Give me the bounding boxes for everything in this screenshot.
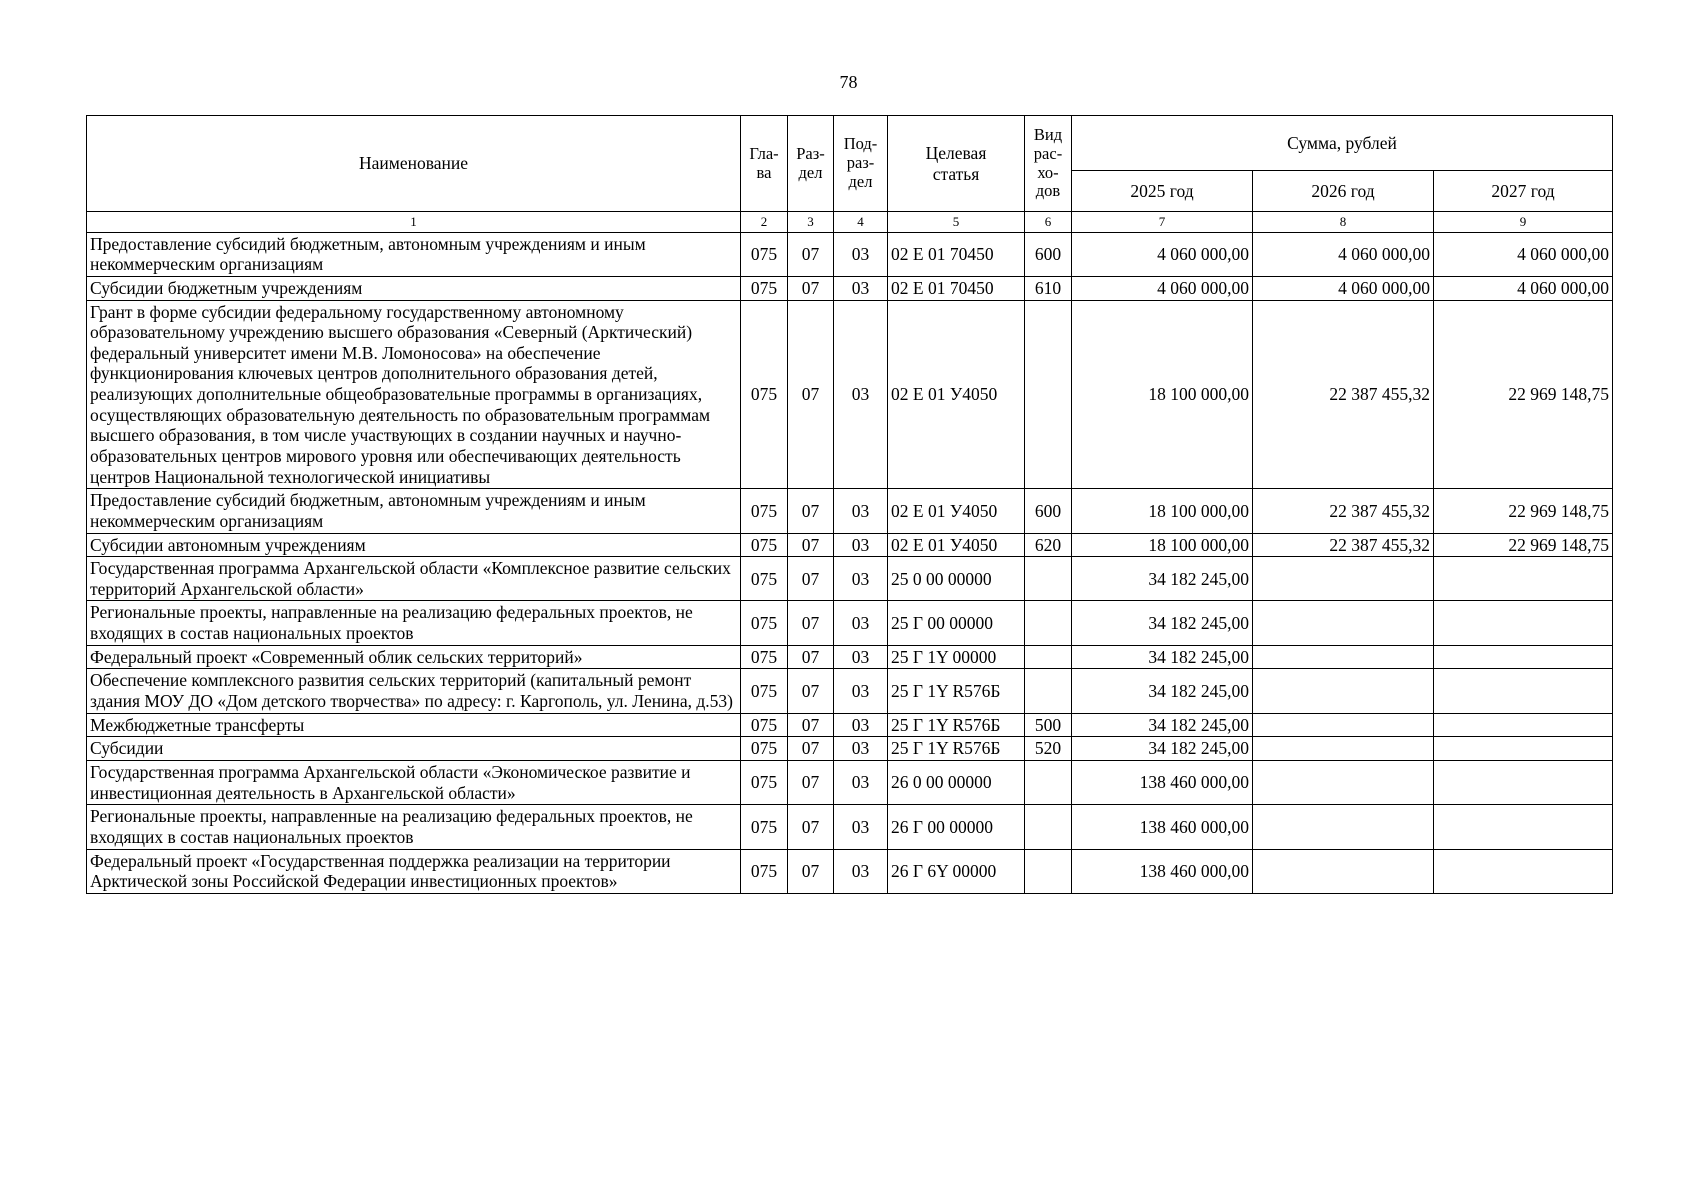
row-razdel: 07 bbox=[788, 601, 834, 645]
table-row bbox=[87, 760, 1613, 804]
row-sum-2025: 138 460 000,00 bbox=[1072, 805, 1253, 849]
row-sum-2027 bbox=[1434, 645, 1613, 669]
row-celevaya-statya: 26 0 00 00000 bbox=[888, 760, 1025, 804]
table-row bbox=[87, 601, 1613, 645]
row-razdel: 07 bbox=[788, 276, 834, 300]
column-number: 1 bbox=[87, 212, 741, 233]
header-summa: Сумма, рублей bbox=[1072, 116, 1613, 171]
row-celevaya-statya: 02 Е 01 У4050 bbox=[888, 533, 1025, 557]
row-vid-rashodov: 620 bbox=[1025, 533, 1072, 557]
row-podrazdel: 03 bbox=[834, 713, 888, 737]
row-sum-2025: 18 100 000,00 bbox=[1072, 489, 1253, 533]
row-sum-2027 bbox=[1434, 737, 1613, 761]
row-vid-rashodov bbox=[1025, 601, 1072, 645]
row-sum-2025: 138 460 000,00 bbox=[1072, 760, 1253, 804]
row-celevaya-statya: 02 Е 01 70450 bbox=[888, 276, 1025, 300]
row-celevaya-statya: 25 Г 1Y R576Б bbox=[888, 713, 1025, 737]
row-razdel: 07 bbox=[788, 645, 834, 669]
header-razdel: Раз- дел bbox=[788, 116, 834, 212]
column-number: 6 bbox=[1025, 212, 1072, 233]
row-name: Субсидии автономным учреждениям bbox=[87, 533, 741, 557]
header-glava: Гла- ва bbox=[741, 116, 788, 212]
row-celevaya-statya: 02 Е 01 У4050 bbox=[888, 489, 1025, 533]
row-podrazdel: 03 bbox=[834, 300, 888, 489]
header-row-top bbox=[87, 116, 1613, 171]
row-name: Государственная программа Архангельской области «Комплексное развитие сельских территорий Архангельской области» bbox=[87, 557, 741, 601]
row-vid-rashodov bbox=[1025, 300, 1072, 489]
row-sum-2027: 4 060 000,00 bbox=[1434, 232, 1613, 276]
column-number: 5 bbox=[888, 212, 1025, 233]
row-name: Региональные проекты, направленные на реализацию федеральных проектов, не входящих в состав национальных проектов bbox=[87, 805, 741, 849]
row-sum-2027 bbox=[1434, 557, 1613, 601]
row-celevaya-statya: 25 0 00 00000 bbox=[888, 557, 1025, 601]
row-sum-2026: 22 387 455,32 bbox=[1253, 300, 1434, 489]
row-sum-2027 bbox=[1434, 601, 1613, 645]
column-numbers-row bbox=[87, 212, 1613, 233]
row-razdel: 07 bbox=[788, 232, 834, 276]
row-glava: 075 bbox=[741, 300, 788, 489]
row-vid-rashodov: 520 bbox=[1025, 737, 1072, 761]
row-name: Федеральный проект «Государственная поддержка реализации на территории Арктической зоны Российской Федерации инвестиционных проектов» bbox=[87, 849, 741, 893]
page-number: 78 bbox=[839, 72, 858, 92]
row-sum-2027: 4 060 000,00 bbox=[1434, 276, 1613, 300]
row-sum-2027 bbox=[1434, 669, 1613, 713]
header-vid-rashodov: Вид рас- хо- дов bbox=[1025, 116, 1072, 212]
row-sum-2025: 34 182 245,00 bbox=[1072, 557, 1253, 601]
row-glava: 075 bbox=[741, 489, 788, 533]
row-name: Предоставление субсидий бюджетным, автономным учреждениям и иным некоммерческим организациям bbox=[87, 489, 741, 533]
column-number: 4 bbox=[834, 212, 888, 233]
row-razdel: 07 bbox=[788, 489, 834, 533]
row-vid-rashodov: 500 bbox=[1025, 713, 1072, 737]
header-celevaya-statya: Целевая статья bbox=[888, 116, 1025, 212]
header-name-label: Наименование bbox=[358, 153, 469, 174]
row-razdel: 07 bbox=[788, 849, 834, 893]
row-sum-2026 bbox=[1253, 557, 1434, 601]
row-name: Субсидии бюджетным учреждениям bbox=[87, 276, 741, 300]
row-podrazdel: 03 bbox=[834, 232, 888, 276]
row-razdel: 07 bbox=[788, 737, 834, 761]
row-sum-2025: 18 100 000,00 bbox=[1072, 533, 1253, 557]
row-sum-2026 bbox=[1253, 849, 1434, 893]
row-podrazdel: 03 bbox=[834, 760, 888, 804]
table-row bbox=[87, 645, 1613, 669]
row-sum-2025: 34 182 245,00 bbox=[1072, 669, 1253, 713]
row-sum-2026: 4 060 000,00 bbox=[1253, 232, 1434, 276]
row-glava: 075 bbox=[741, 276, 788, 300]
row-sum-2027 bbox=[1434, 805, 1613, 849]
header-year-2026: 2026 год bbox=[1253, 171, 1434, 212]
row-glava: 075 bbox=[741, 645, 788, 669]
row-vid-rashodov bbox=[1025, 557, 1072, 601]
row-podrazdel: 03 bbox=[834, 737, 888, 761]
row-sum-2026 bbox=[1253, 645, 1434, 669]
row-glava: 075 bbox=[741, 713, 788, 737]
row-sum-2025: 18 100 000,00 bbox=[1072, 300, 1253, 489]
row-glava: 075 bbox=[741, 557, 788, 601]
column-number: 3 bbox=[788, 212, 834, 233]
row-name: Региональные проекты, направленные на реализацию федеральных проектов, не входящих в состав национальных проектов bbox=[87, 601, 741, 645]
row-vid-rashodov: 610 bbox=[1025, 276, 1072, 300]
row-vid-rashodov: 600 bbox=[1025, 489, 1072, 533]
row-name: Грант в форме субсидии федеральному государственному автономному образовательному учреждению высшего образования «Северный (Арктический) федеральный университет имени М.В. Ломоносова» на обеспечение функционирования ключевых центров дополнительного образования детей, реализующих дополнительные общеобразовательные программы в организациях, осуществляющих образовательную деятельность по образовательным программам высшего образования, в том числе участвующих в создании научных и научно-образовательных центров мирового уровня или обеспечивающих деятельность центров Национальной технологической инициативы bbox=[87, 300, 741, 489]
table-row bbox=[87, 849, 1613, 893]
row-glava: 075 bbox=[741, 669, 788, 713]
row-celevaya-statya: 25 Г 00 00000 bbox=[888, 601, 1025, 645]
row-sum-2026: 4 060 000,00 bbox=[1253, 276, 1434, 300]
row-podrazdel: 03 bbox=[834, 645, 888, 669]
row-razdel: 07 bbox=[788, 300, 834, 489]
row-podrazdel: 03 bbox=[834, 669, 888, 713]
row-sum-2026 bbox=[1253, 601, 1434, 645]
table-row bbox=[87, 300, 1613, 489]
row-sum-2025: 4 060 000,00 bbox=[1072, 276, 1253, 300]
table-row bbox=[87, 232, 1613, 276]
row-sum-2025: 34 182 245,00 bbox=[1072, 645, 1253, 669]
table-row bbox=[87, 557, 1613, 601]
row-celevaya-statya: 02 Е 01 У4050 bbox=[888, 300, 1025, 489]
row-sum-2027: 22 969 148,75 bbox=[1434, 489, 1613, 533]
row-podrazdel: 03 bbox=[834, 557, 888, 601]
column-number: 7 bbox=[1072, 212, 1253, 233]
header-name bbox=[87, 116, 741, 212]
header-year-2025: 2025 год bbox=[1072, 171, 1253, 212]
row-vid-rashodov bbox=[1025, 760, 1072, 804]
row-razdel: 07 bbox=[788, 533, 834, 557]
row-razdel: 07 bbox=[788, 713, 834, 737]
row-podrazdel: 03 bbox=[834, 276, 888, 300]
budget-table bbox=[86, 115, 1613, 894]
header-podrazdel: Под- раз- дел bbox=[834, 116, 888, 212]
row-name: Обеспечение комплексного развития сельских территорий (капитальный ремонт здания МОУ ДО «Дом детского творчества» по адресу: г. Каргополь, ул. Ленина, д.53) bbox=[87, 669, 741, 713]
row-name: Межбюджетные трансферты bbox=[87, 713, 741, 737]
row-sum-2026 bbox=[1253, 669, 1434, 713]
row-sum-2027: 22 969 148,75 bbox=[1434, 533, 1613, 557]
row-vid-rashodov: 600 bbox=[1025, 232, 1072, 276]
row-vid-rashodov bbox=[1025, 669, 1072, 713]
row-glava: 075 bbox=[741, 533, 788, 557]
row-glava: 075 bbox=[741, 849, 788, 893]
table-row bbox=[87, 276, 1613, 300]
row-razdel: 07 bbox=[788, 805, 834, 849]
row-razdel: 07 bbox=[788, 557, 834, 601]
row-sum-2026: 22 387 455,32 bbox=[1253, 533, 1434, 557]
row-sum-2027: 22 969 148,75 bbox=[1434, 300, 1613, 489]
row-podrazdel: 03 bbox=[834, 849, 888, 893]
row-sum-2027 bbox=[1434, 849, 1613, 893]
column-number: 2 bbox=[741, 212, 788, 233]
table-row bbox=[87, 533, 1613, 557]
row-podrazdel: 03 bbox=[834, 805, 888, 849]
row-sum-2026: 22 387 455,32 bbox=[1253, 489, 1434, 533]
table-row bbox=[87, 489, 1613, 533]
row-celevaya-statya: 26 Г 6Y 00000 bbox=[888, 849, 1025, 893]
row-celevaya-statya: 25 Г 1Y 00000 bbox=[888, 645, 1025, 669]
row-sum-2025: 4 060 000,00 bbox=[1072, 232, 1253, 276]
row-sum-2026 bbox=[1253, 713, 1434, 737]
row-sum-2026 bbox=[1253, 760, 1434, 804]
row-podrazdel: 03 bbox=[834, 489, 888, 533]
row-sum-2027 bbox=[1434, 713, 1613, 737]
table-row bbox=[87, 713, 1613, 737]
row-vid-rashodov bbox=[1025, 805, 1072, 849]
row-name: Субсидии bbox=[87, 737, 741, 761]
column-number: 8 bbox=[1253, 212, 1434, 233]
row-podrazdel: 03 bbox=[834, 533, 888, 557]
table-row bbox=[87, 737, 1613, 761]
row-sum-2025: 34 182 245,00 bbox=[1072, 713, 1253, 737]
row-sum-2025: 138 460 000,00 bbox=[1072, 849, 1253, 893]
row-glava: 075 bbox=[741, 760, 788, 804]
row-glava: 075 bbox=[741, 601, 788, 645]
row-name: Предоставление субсидий бюджетным, автономным учреждениям и иным некоммерческим организациям bbox=[87, 232, 741, 276]
row-name: Федеральный проект «Современный облик сельских территорий» bbox=[87, 645, 741, 669]
row-name: Государственная программа Архангельской области «Экономическое развитие и инвестиционная деятельность в Архангельской области» bbox=[87, 760, 741, 804]
row-vid-rashodov bbox=[1025, 849, 1072, 893]
row-glava: 075 bbox=[741, 232, 788, 276]
row-razdel: 07 bbox=[788, 669, 834, 713]
row-celevaya-statya: 25 Г 1Y R576Б bbox=[888, 737, 1025, 761]
row-celevaya-statya: 25 Г 1Y R576Б bbox=[888, 669, 1025, 713]
table-row bbox=[87, 669, 1613, 713]
row-celevaya-statya: 26 Г 00 00000 bbox=[888, 805, 1025, 849]
row-razdel: 07 bbox=[788, 760, 834, 804]
row-glava: 075 bbox=[741, 737, 788, 761]
row-glava: 075 bbox=[741, 805, 788, 849]
row-sum-2027 bbox=[1434, 760, 1613, 804]
row-sum-2026 bbox=[1253, 737, 1434, 761]
row-sum-2025: 34 182 245,00 bbox=[1072, 737, 1253, 761]
table-row bbox=[87, 805, 1613, 849]
row-celevaya-statya: 02 Е 01 70450 bbox=[888, 232, 1025, 276]
row-sum-2026 bbox=[1253, 805, 1434, 849]
row-podrazdel: 03 bbox=[834, 601, 888, 645]
header-year-2027: 2027 год bbox=[1434, 171, 1613, 212]
column-number: 9 bbox=[1434, 212, 1613, 233]
row-sum-2025: 34 182 245,00 bbox=[1072, 601, 1253, 645]
row-vid-rashodov bbox=[1025, 645, 1072, 669]
